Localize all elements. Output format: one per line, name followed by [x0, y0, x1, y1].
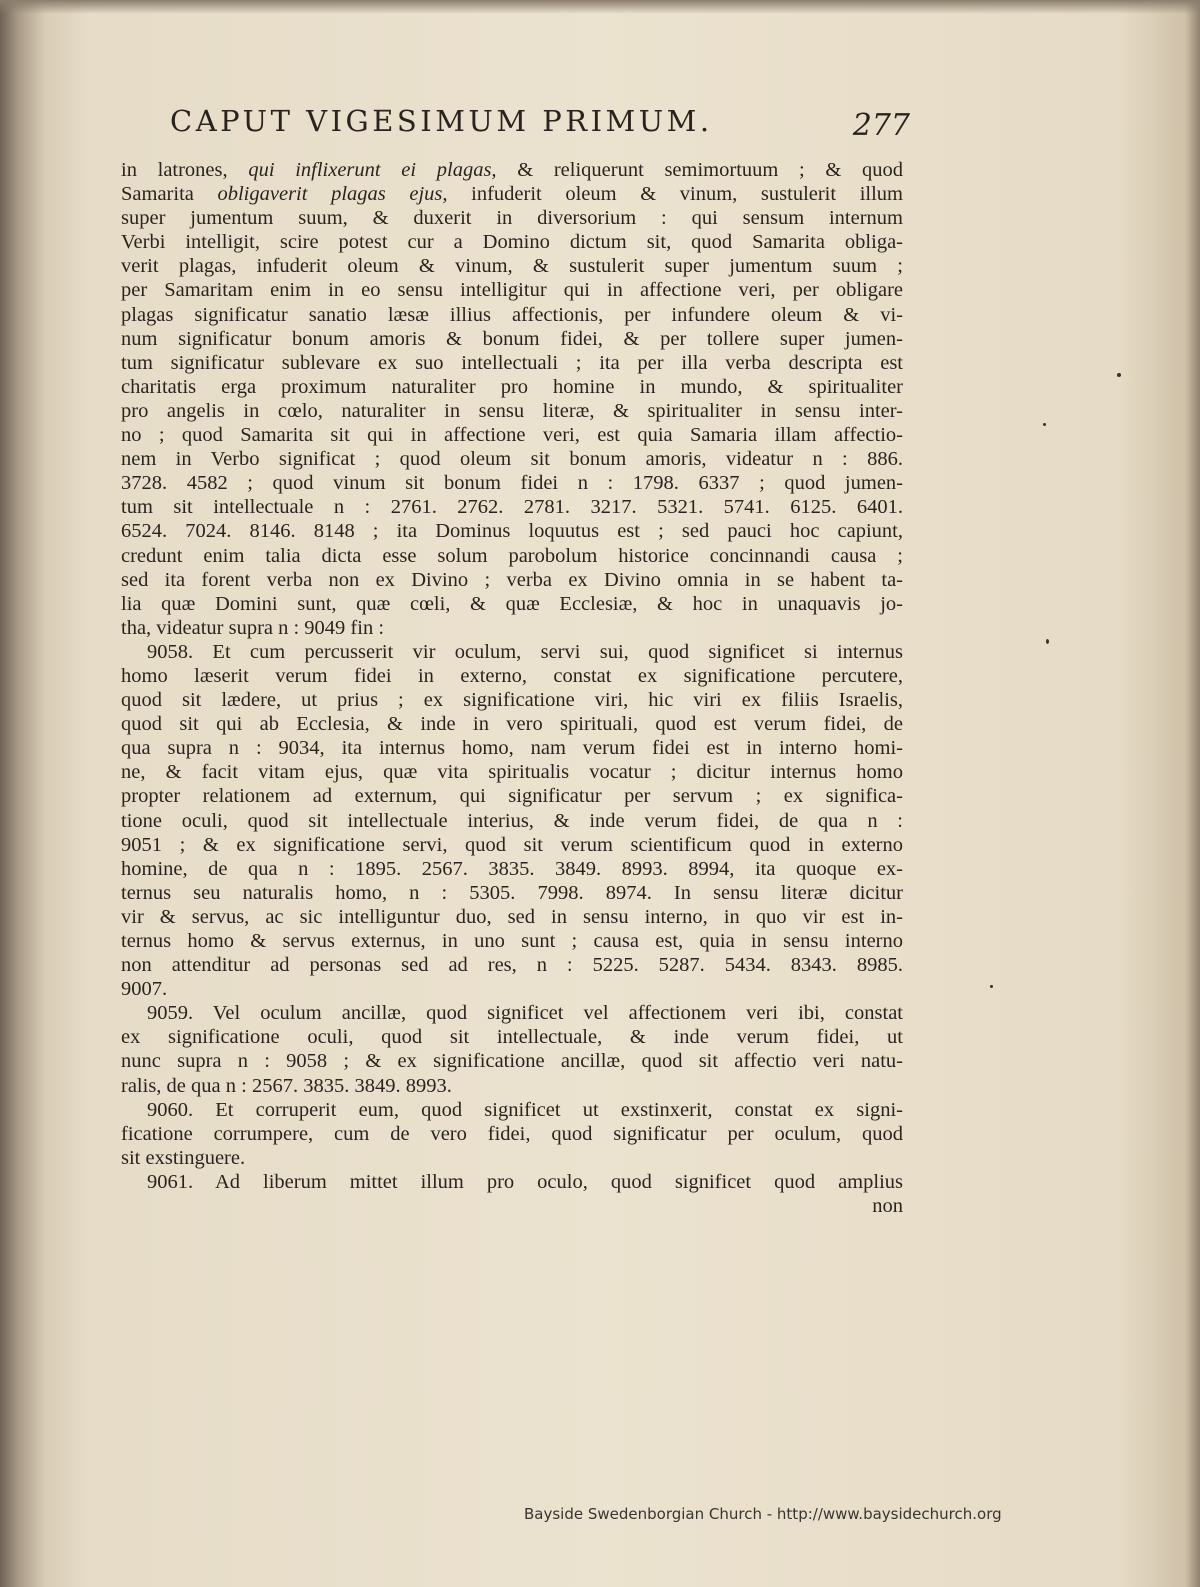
text-line: [121, 712, 903, 736]
line-text: ralis, de qua n : 2567. 3835. 3849. 8993.: [121, 1074, 452, 1097]
line-text: lia quæ Domini sunt, quæ cœli, & quæ Ecclesiæ, & hoc in unaquavis jo-: [121, 592, 903, 615]
text-line: [121, 158, 903, 182]
line-text: & reliquerunt semimortuum ; & quod: [496, 159, 904, 181]
text-line: [121, 182, 903, 206]
text-line: [121, 809, 903, 833]
text-line: [121, 1194, 903, 1218]
text-line: [121, 664, 903, 688]
ink-speck: [1117, 373, 1121, 377]
line-text: homo læserit verum fidei in externo, constat ex significatione percutere,: [121, 664, 903, 687]
line-text: quod sit qui ab Ecclesia, & inde in vero spirituali, quod est verum fidei, de: [121, 713, 903, 736]
text-line: [121, 544, 903, 568]
body-text: [121, 158, 903, 1218]
line-text: quod sit lædere, ut prius ; ex significatione viri, hic viri ex filiis Israelis,: [121, 689, 903, 712]
text-line: [121, 905, 903, 929]
text-line: [121, 736, 903, 760]
line-text: tum significatur sublevare ex suo intellectuali ; ita per illa verba descripta est: [121, 351, 903, 374]
text-line: [121, 929, 903, 953]
text-line: [121, 953, 903, 977]
line-text: tha, videatur supra n : 9049 fin :: [121, 616, 385, 639]
text-line: [121, 1098, 903, 1122]
text-line: [121, 1049, 903, 1073]
ink-speck: [990, 985, 993, 988]
text-line: [121, 278, 903, 302]
text-line: [121, 1170, 903, 1194]
text-line: [121, 568, 903, 592]
line-text: charitatis erga proximum naturaliter pro homine in mundo, & spiritualiter: [121, 375, 903, 398]
text-line: [121, 1025, 903, 1049]
line-text: non: [872, 1195, 903, 1218]
line-text: 9061. Ad liberum mittet illum pro oculo, quod significet quod amplius: [147, 1170, 903, 1193]
text-line: [121, 471, 903, 495]
line-text: qua supra n : 9034, ita internus homo, nam verum fidei est in interno homi-: [121, 737, 903, 760]
text-line: [121, 303, 903, 327]
text-line: [121, 351, 903, 375]
line-text: tum sit intellectuale n : 2761. 2762. 2781. 3217. 5321. 5741. 6125. 6401.: [121, 496, 903, 519]
text-line: [121, 519, 903, 543]
text-line: [121, 881, 903, 905]
line-text: ex significatione oculi, quod sit intellectuale, & inde verum fidei, ut: [121, 1026, 903, 1049]
text-line: [121, 784, 903, 808]
line-text: ficatione corrumpere, cum de vero fidei, quod significatur per oculum, quod: [121, 1122, 903, 1145]
line-text: verit plagas, infuderit oleum & vinum, & sustulerit super jumentum suum ;: [121, 255, 903, 278]
line-text: 9051 ; & ex significatione servi, quod sit verum scientificum quod in externo: [121, 833, 903, 856]
text-line: [121, 1001, 903, 1025]
line-text: nunc supra n : 9058 ; & ex significatione ancillæ, quod sit affectio veri natu-: [121, 1050, 903, 1073]
line-text: Verbi intelligit, scire potest cur a Domino dictum sit, quod Samarita obliga-: [121, 231, 903, 254]
line-text: homine, de qua n : 1895. 2567. 3835. 3849. 8993. 8994, ita quoque ex-: [121, 857, 903, 880]
line-text: propter relationem ad externum, qui significatur per servum ; ex significa-: [121, 785, 903, 808]
line-text: num significatur bonum amoris & bonum fidei, & per tollere super jumen-: [121, 327, 903, 350]
running-head: CAPUT VIGESIMUM PRIMUM.: [170, 104, 713, 138]
line-text: 9059. Vel oculum ancillæ, quod significet vel affectionem veri ibi, constat: [147, 1002, 903, 1025]
line-text: ternus seu naturalis homo, n : 5305. 7998. 8974. In sensu literæ dicitur: [121, 881, 903, 904]
line-text: vir & servus, ac sic intelliguntur duo, sed in sensu interno, in quo vir est in-: [121, 905, 903, 928]
text-line: [121, 833, 903, 857]
line-text: tione oculi, quod sit intellectuale interius, & inde verum fidei, de qua n :: [121, 809, 903, 832]
text-line: [121, 857, 903, 881]
line-text: pro angelis in cœlo, naturaliter in sensu literæ, & spiritualiter in sensu inter-: [121, 399, 903, 422]
text-line: [121, 640, 903, 664]
page-number: 277: [852, 108, 910, 143]
line-text: 9060. Et corruperit eum, quod significet ut exstinxerit, constat ex signi-: [147, 1098, 903, 1121]
text-line: [121, 1146, 903, 1170]
text-line: [121, 977, 903, 1001]
text-line: [121, 616, 903, 640]
footer-credit: Bayside Swedenborgian Church - http://www.baysidechurch.org: [524, 1505, 1002, 1523]
line-text: sit exstinguere.: [121, 1146, 246, 1169]
line-text: plagas significatur sanatio læsæ illius affectionis, per infundere oleum & vi-: [121, 303, 903, 326]
text-line: [121, 206, 903, 230]
ink-speck: [1046, 639, 1049, 644]
text-line: [121, 592, 903, 616]
text-line: [121, 327, 903, 351]
line-text: super jumentum suum, & duxerit in diversorium : qui sensum internum: [121, 207, 903, 230]
text-line: [121, 688, 903, 712]
italic-quotation: qui inflixerunt ei plagas,: [248, 159, 497, 181]
text-line: [121, 254, 903, 278]
text-line: [121, 1122, 903, 1146]
line-text: in latrones,: [121, 159, 249, 181]
line-text: no ; quod Samarita sit qui in affectione veri, est quia Samaria illam affectio-: [121, 424, 903, 447]
line-text: 9058. Et cum percusserit vir oculum, servi sui, quod significet si internus: [147, 640, 903, 663]
text-line: [121, 423, 903, 447]
text-line: [121, 375, 903, 399]
line-text: ne, & facit vitam ejus, quæ vita spiritualis vocatur ; dicitur internus homo: [121, 761, 903, 784]
line-text: credunt enim talia dicta esse solum parobolum historice concinnandi causa ;: [121, 544, 903, 567]
line-text: non attenditur ad personas sed ad res, n : 5225. 5287. 5434. 8343. 8985.: [121, 954, 903, 977]
line-text: sed ita forent verba non ex Divino ; verba ex Divino omnia in se habent ta-: [121, 568, 903, 591]
text-line: [121, 495, 903, 519]
line-text: 9007.: [121, 978, 168, 1001]
text-line: [121, 230, 903, 254]
line-text: per Samaritam enim in eo sensu intelligitur qui in affectione veri, per obligare: [121, 279, 903, 302]
text-line: [121, 399, 903, 423]
text-line: [121, 760, 903, 784]
line-text: 3728. 4582 ; quod vinum sit bonum fidei n : 1798. 6337 ; quod jumen-: [121, 472, 903, 495]
line-text: 6524. 7024. 8146. 8148 ; ita Dominus loquutus est ; sed pauci hoc capiunt,: [121, 520, 903, 543]
ink-speck: [1043, 423, 1046, 426]
line-text: ternus homo & servus externus, in uno sunt ; causa est, quia in sensu interno: [121, 930, 903, 952]
text-line: [121, 1074, 903, 1098]
line-text: Samarita: [121, 183, 218, 206]
text-line: [121, 447, 903, 471]
page-header: [170, 104, 910, 148]
italic-quotation: obligaverit plagas ejus,: [217, 183, 448, 206]
line-text: nem in Verbo significat ; quod oleum sit bonum amoris, videatur n : 886.: [121, 448, 903, 471]
line-text: infuderit oleum & vinum, sustulerit illum: [447, 183, 903, 206]
